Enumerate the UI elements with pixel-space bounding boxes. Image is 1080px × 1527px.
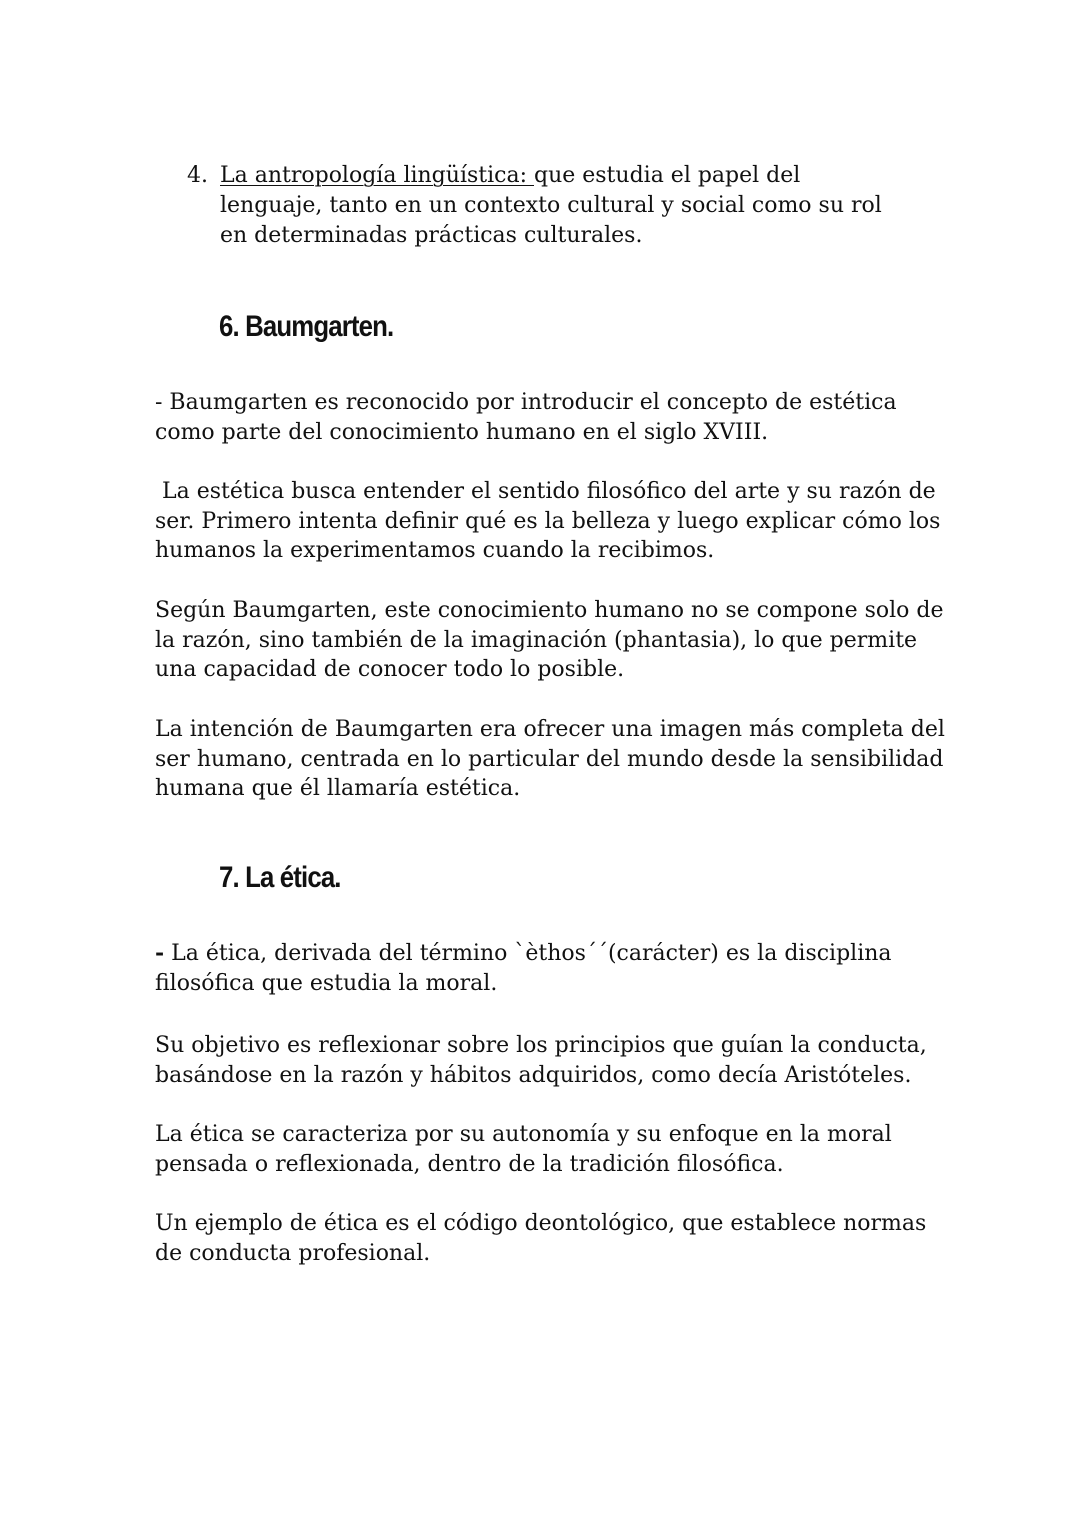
list-term: La antropología lingüística: (220, 163, 534, 188)
paragraph-dash: - (155, 940, 165, 966)
paragraph-baumgarten-intro: - Baumgarten es reconocido por introducir el concepto de estética como parte del conocimiento humano en el siglo XVIII. (155, 390, 897, 445)
section-heading-baumgarten: 6. Baumgarten. (219, 310, 394, 343)
list-text: que estudia el papel del lenguaje, tanto en un contexto cultural y social como su rol en determinadas prácticas culturales. (220, 163, 882, 248)
paragraph-etica-intro (155, 939, 945, 998)
paragraph-intencion-baumgarten: La intención de Baumgarten era ofrecer una imagen más completa del ser humano, centrada en lo particular del mundo desde la sensibilidad humana que él llamaría estética. (155, 717, 945, 802)
paragraph-estetica-definition: La estética busca entender el sentido filosófico del arte y su razón de ser. Primero intenta definir qué es la belleza y luego explicar cómo los humanos la experimentamos cuando la recibimos. (155, 479, 948, 564)
list-item-antropologia-linguistica (187, 161, 907, 250)
paragraph-ejemplo-etica: Un ejemplo de ética es el código deontológico, que establece normas de conducta profesional. (155, 1211, 927, 1266)
section-heading-etica: 7. La ética. (219, 861, 341, 894)
paragraph-objetivo-etica: Su objetivo es reflexionar sobre los principios que guían la conducta, basándose en la razón y hábitos adquiridos, como decía Aristóteles. (155, 1033, 927, 1088)
paragraph-conocimiento-humano: Según Baumgarten, este conocimiento humano no se compone solo de la razón, sino también de la imaginación (phantasia), lo que permite una capacidad de conocer todo lo posible. (155, 598, 944, 683)
list-number: 4. (187, 163, 208, 188)
list-item-body (220, 161, 907, 250)
paragraph-caracteristicas-etica: La ética se caracteriza por su autonomía y su enfoque en la moral pensada o reflexionada, dentro de la tradición filosófica. (155, 1122, 892, 1177)
paragraph-etica-intro-text: La ética, derivada del término `èthos´´(carácter) es la disciplina filosófica que estudia la moral. (155, 941, 892, 996)
